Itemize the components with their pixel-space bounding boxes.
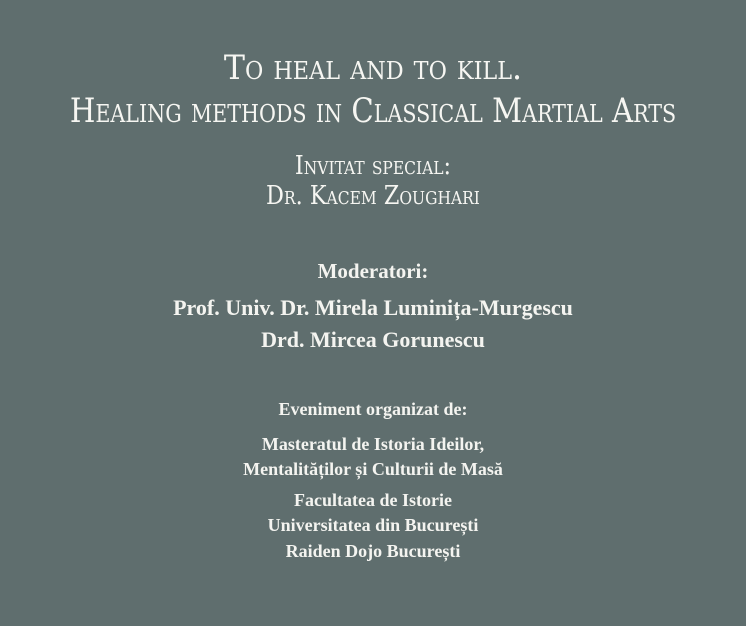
title-line-1: To heal and to kill. [223, 48, 523, 88]
special-guest-name: Dr. Kacem Zoughari [266, 181, 480, 211]
organizers-label: Eveniment organizat de: [278, 399, 468, 419]
moderator-name: Drd. Mircea Gorunescu [261, 327, 485, 352]
moderators-label: Moderatori: [317, 259, 429, 283]
organizer-line: Universitatea din București [267, 515, 479, 535]
organizer-line: Mentalităților și Culturii de Masă [243, 459, 503, 479]
organizer-line: Facultatea de Istorie [294, 490, 452, 510]
special-guest-label: Invitat special: [294, 151, 452, 181]
organizer-line: Masteratul de Istoria Ideilor, [261, 434, 485, 454]
moderator-name: Prof. Univ. Dr. Mirela Luminița-Murgescu [173, 295, 573, 320]
title-line-2: Healing methods in Classical Martial Arts [69, 91, 677, 131]
organizer-line: Raiden Dojo București [285, 541, 461, 561]
